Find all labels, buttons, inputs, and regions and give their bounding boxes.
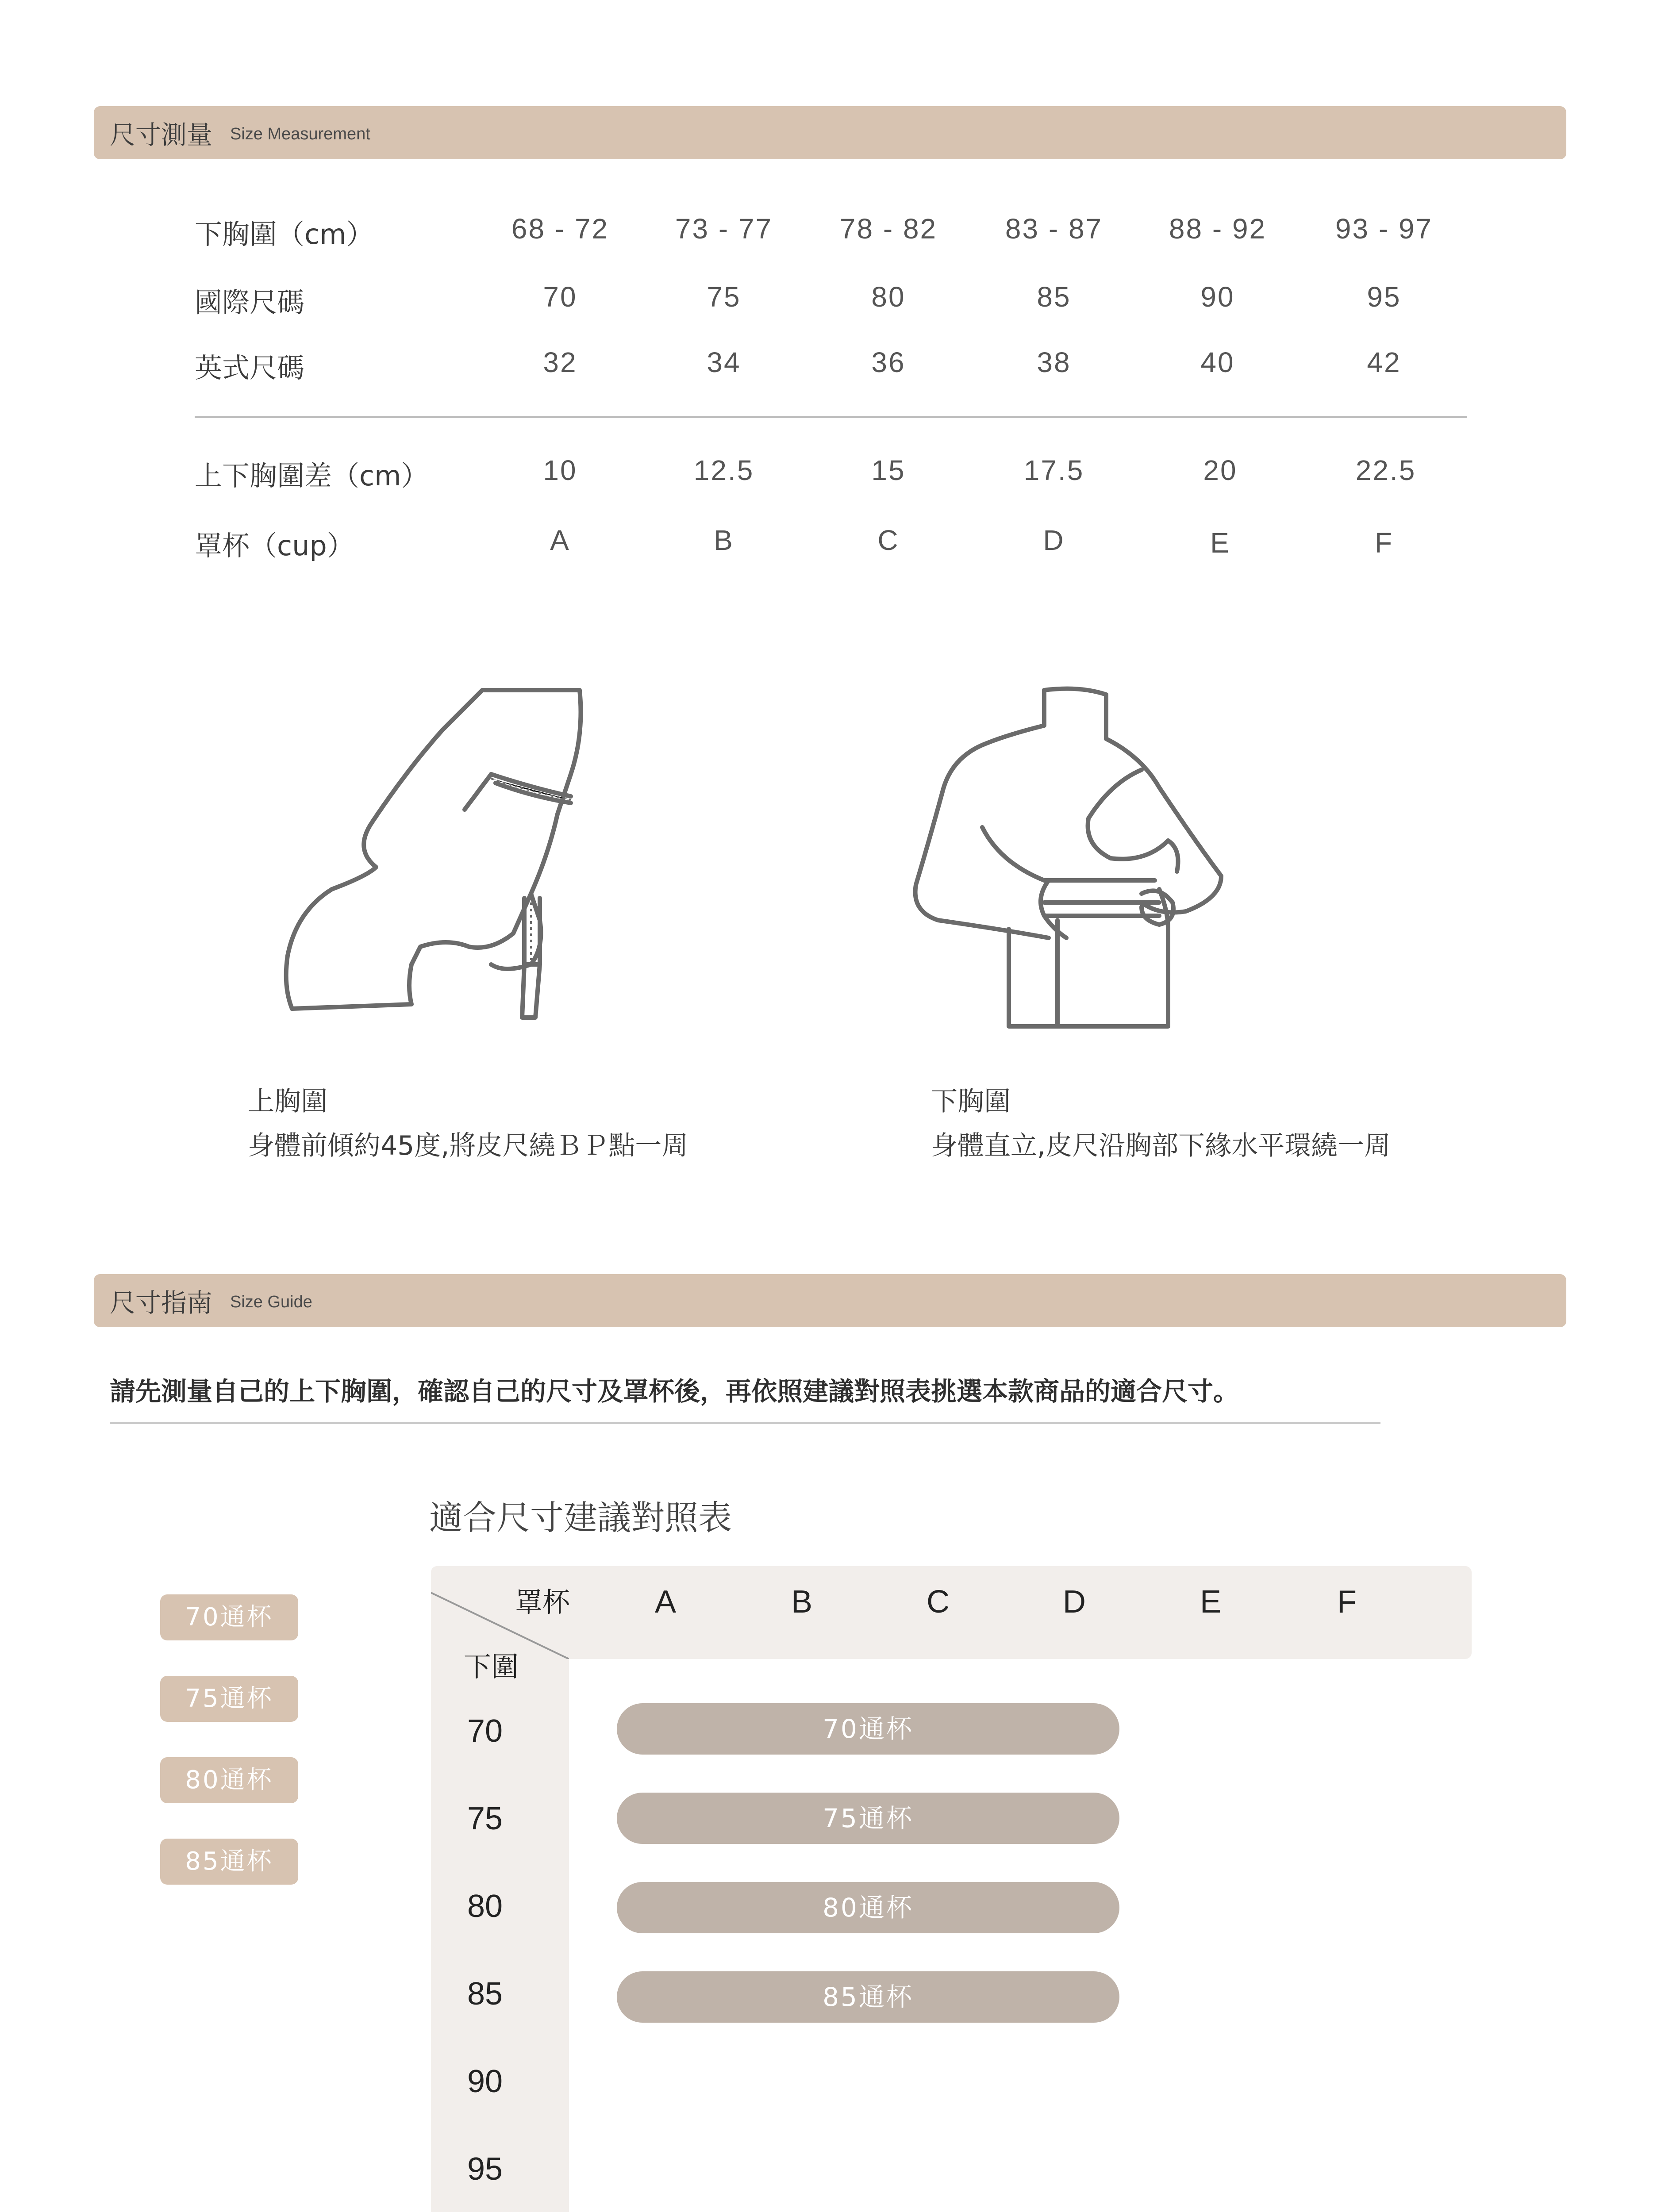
table-cell: 70 <box>543 281 577 313</box>
table-cell: 42 <box>1367 346 1401 378</box>
band-row-header: 75 <box>467 1801 503 1836</box>
row-label-cup: 罩杯（cup） <box>195 530 354 562</box>
table-cell: 36 <box>871 346 906 378</box>
table-cell: 12.5 <box>693 454 754 486</box>
cup-column-header: C <box>927 1584 950 1620</box>
table-cell: 90 <box>1200 281 1235 313</box>
chart-title: 適合尺寸建議對照表 <box>429 1498 732 1537</box>
band-row-header: 85 <box>467 1976 503 2012</box>
upper-bust-illustration <box>283 681 602 1026</box>
table-cell: F <box>1374 527 1394 559</box>
table-cell: 83 - 87 <box>1005 213 1103 245</box>
cup-column-header: E <box>1200 1584 1222 1620</box>
table-cell: 73 - 77 <box>675 213 773 245</box>
table-cell: 88 - 92 <box>1169 213 1267 245</box>
table-cell: 95 <box>1367 281 1401 313</box>
lower-bust-caption <box>931 1079 1391 1168</box>
table-cell: 80 <box>871 281 906 313</box>
table-cell: 15 <box>871 454 906 486</box>
recommendation-pill: 80通杯 <box>617 1882 1119 1933</box>
table-cell: B <box>714 524 734 556</box>
table-cell: 10 <box>543 454 577 486</box>
table-cell: 68 - 72 <box>511 213 609 245</box>
legend-pill: 70通杯 <box>160 1594 298 1640</box>
table-cell: E <box>1210 527 1230 559</box>
section-title-zh: 尺寸指南 <box>110 1288 213 1318</box>
cup-column-header: A <box>654 1584 677 1620</box>
recommendation-pill: 70通杯 <box>617 1703 1119 1755</box>
lower-bust-illustration <box>911 681 1230 1035</box>
cup-column-header: F <box>1337 1584 1357 1620</box>
section-title-en: Size Measurement <box>230 125 370 143</box>
table-cell: A <box>550 524 570 556</box>
table-divider <box>195 416 1467 418</box>
row-label-intl-size: 國際尺碼 <box>195 286 305 319</box>
band-row-header: 80 <box>467 1889 503 1924</box>
table-cell: 78 - 82 <box>839 213 938 245</box>
legend-pill: 85通杯 <box>160 1839 298 1885</box>
corner-band-label: 下圍 <box>464 1651 519 1683</box>
cup-column-header: D <box>1063 1584 1086 1620</box>
table-cell: D <box>1043 524 1065 556</box>
table-cell: 93 - 97 <box>1335 213 1433 245</box>
section-title-zh: 尺寸測量 <box>110 120 213 150</box>
row-label-underbust: 下胸圍（cm） <box>195 218 374 250</box>
legend-pill: 75通杯 <box>160 1676 298 1722</box>
table-cell: 38 <box>1037 346 1071 378</box>
lower-bust-desc: 身體直立,皮尺沿胸部下緣水平環繞一周 <box>931 1130 1391 1161</box>
recommendation-pill: 85通杯 <box>617 1971 1119 2023</box>
row-label-bust-diff: 上下胸圍差（cm） <box>195 460 429 492</box>
row-label-uk-size: 英式尺碼 <box>195 352 305 384</box>
table-cell: 32 <box>543 346 577 378</box>
table-cell: 34 <box>707 346 741 378</box>
legend-pill: 80通杯 <box>160 1757 298 1803</box>
table-cell: C <box>877 524 900 556</box>
cup-column-header: B <box>791 1584 813 1620</box>
section-header-measurement <box>94 106 1566 159</box>
table-cell: 40 <box>1200 346 1235 378</box>
table-cell: 20 <box>1203 454 1238 486</box>
upper-bust-desc: 身體前傾約45度,將皮尺繞ＢＰ點一周 <box>248 1130 688 1161</box>
corner-cup-label: 罩杯 <box>515 1586 570 1618</box>
upper-bust-caption <box>248 1079 688 1168</box>
band-row-header: 95 <box>467 2151 503 2187</box>
table-cell: 85 <box>1037 281 1071 313</box>
recommendation-pill: 75通杯 <box>617 1793 1119 1844</box>
section-title-en: Size Guide <box>230 1293 312 1311</box>
section-header-guide <box>94 1274 1566 1327</box>
lower-bust-title: 下胸圍 <box>931 1086 1011 1117</box>
band-row-header: 70 <box>467 1713 503 1749</box>
upper-bust-title: 上胸圍 <box>248 1086 327 1117</box>
band-row-header: 90 <box>467 2064 503 2099</box>
guide-intro: 請先測量自己的上下胸圍，確認自己的尺寸及罩杯後，再依照建議對照表挑選本款商品的適合尺寸。 <box>110 1376 1239 1406</box>
table-cell: 17.5 <box>1023 454 1084 486</box>
guide-divider <box>110 1422 1380 1424</box>
table-cell: 22.5 <box>1355 454 1416 486</box>
table-cell: 75 <box>707 281 741 313</box>
